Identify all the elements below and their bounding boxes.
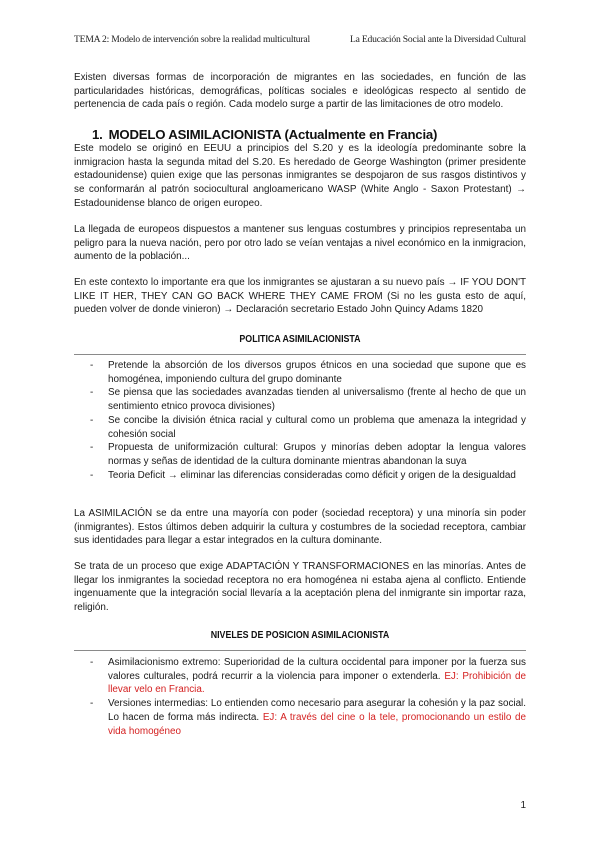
bullet-dash: -	[90, 414, 94, 426]
section-1-paragraph-2: La llegada de europeos dispuestos a mantener sus lenguas costumbres y principios representaba un peligro para la nueva nación, pero por otro lado se veían ventajas a nivel económico en la inmigracion, aumento de la población...	[74, 224, 526, 263]
list-item: - Teoria Deficit → eliminar las diferencias consideradas como déficit y origen de la desigualdad	[90, 469, 516, 481]
example-note: EJ: Prohibición de llevar velo en Francia.	[108, 670, 526, 696]
list-item: - Se concibe la división étnica racial y cultural como un problema que amenaza la integridad y cohesión social	[90, 414, 526, 440]
list-item: - Propuesta de uniformización cultural: Grupos y minorías deben adoptar la lengua valores normas y señas de identidad de la cultura dominante mientras abandonan la suya	[90, 442, 526, 467]
header-right: La Educación Social ante la Diversidad Cultural	[349, 34, 526, 45]
section-1-title	[92, 127, 437, 142]
page-header	[74, 34, 526, 45]
list-item: - Asimilacionismo extremo: Superioridad de la cultura occidental para imponer por la fuerza sus valores culturales, podrá recurrir a la violencia para imponer o extenderla. EJ: Prohibición de llevar velo en Francia.	[90, 657, 526, 696]
bullet-dash: -	[90, 657, 94, 668]
politica-heading: POLITICA ASIMILACIONISTA	[239, 334, 361, 345]
section-1-paragraph-3: En este contexto lo importante era que los inmigrantes se ajustaran a su nuevo país → IF YOU DON'T LIKE IT HER, THEY CAN GO BACK WHERE THEY CAME FROM (Si no les gusta esto de aquí, pueden volver de donde vinieron) → Declaración secretario Estado John Quincy Adams 1820	[74, 277, 526, 316]
niveles-list	[74, 656, 526, 738]
list-item: - Pretende la absorción de los diversos grupos étnicos en una sociedad que supone que es homogénea, imponiendo cultura del grupo dominante	[90, 360, 526, 385]
niveles-heading: NIVELES DE POSICION ASIMILACIONISTA	[210, 630, 390, 641]
bullet-dash: -	[90, 442, 94, 454]
bullet-dash: -	[90, 469, 94, 481]
section-title-text: MODELO ASIMILACIONISTA (Actualmente en Francia)	[108, 127, 438, 142]
header-left: TEMA 2: Modelo de intervención sobre la realidad multicultural	[74, 34, 310, 45]
politica-divider	[74, 354, 526, 355]
niveles-divider	[74, 650, 526, 651]
section-1-paragraph-1: Este modelo se originó en EEUU a principios del S.20 y es la ideología predominante sobre la inmigracion hasta la segunda mitad del S.20. Es heredado de George Washington (primer presidente estadounidense) quien exige que las personas inmigrantes se despojaron de sus rasgos distintivos y se conformarán al patrón sociocultural angloamericano WASP (White Anglo - Saxon Protestant) → Estadounidense blanco de origen europeo.	[74, 143, 526, 209]
bullet-dash: -	[90, 360, 94, 371]
section-number: 1.	[92, 127, 103, 142]
list-item: - Se piensa que las sociedades avanzadas tienden al universalismo (frente al hecho de que un sentimiento etnico provoca divisiones)	[90, 387, 526, 413]
page-number: 1	[520, 800, 526, 811]
bullet-dash: -	[90, 698, 94, 710]
intro-paragraph: Existen diversas formas de incorporación de migrantes en las sociedades, en función de las particularidades históricas, demográficas, políticas sociales e ideológicas respecto al sentido de pertenencia de cada país o región. Cada modelo surge a partir de las limitaciones de otro modelo.	[74, 72, 526, 111]
asimilacion-paragraph-2: Se trata de un proceso que exige ADAPTACIÓN Y TRANSFORMACIONES en las minorías. Antes de llegar los inmigrantes la sociedad receptora no era homogénea ni estaba ajena al conflicto. Entiende ingenuamente que la integración social llevaría a la aceptación plena del inmigrante sin importar raza, religión.	[74, 561, 526, 614]
list-item: - Versiones intermedias: Lo entienden como necesario para asegurar la cohesión y la paz social. Lo hacen de forma más indirecta. EJ: A través del cine o la tele, promocionando un estilo de vida homogéneo	[90, 698, 526, 737]
bullet-dash: -	[90, 387, 94, 399]
politica-list	[74, 359, 526, 482]
example-note: EJ: A través del cine o la tele, promocionando un estilo de vida homogéneo	[108, 711, 526, 737]
asimilacion-paragraph-1: La ASIMILACIÓN se da entre una mayoría con poder (sociedad receptora) y una minoría sin poder (inmigrantes). Estos últimos deben adquirir la cultura y costumbres de la sociedad receptora, cambiar sus identidades para llegar a estar integrados en la cultura dominante.	[74, 508, 526, 547]
